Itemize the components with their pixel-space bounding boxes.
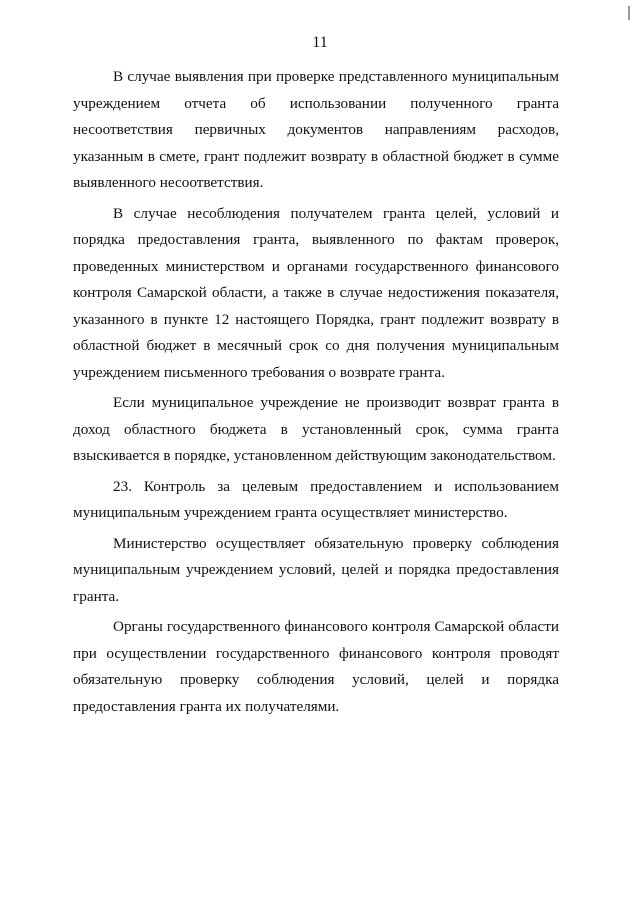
- paragraph-refund-noncompliance: В случае несоблюдения получателем гранта целей, условий и порядка предоставления гранта, выявленного по фактам проверок, проведенных министерством и органами государственного финансового контроля Самарской области, а также в случае недостижения показателя, указанного в пункте 12 настоящего Порядка, грант подлежит возврату в областной бюджет в месячный срок со дня получения муниципальным учреждением письменного требования о возврате гранта.: [73, 204, 559, 381]
- document-body: [73, 64, 559, 724]
- page-number: 11: [312, 34, 328, 51]
- scan-artifact-mark: [628, 6, 630, 20]
- paragraph-ministry-inspection: Министерство осуществляет обязательную проверку соблюдения муниципальным учреждением условий, целей и порядка предоставления гранта.: [73, 534, 559, 605]
- paragraph-control-ministry: 23. Контроль за целевым предоставлением и использованием муниципальным учреждением гранта осуществляет министерство.: [73, 477, 559, 521]
- paragraph-refund-discrepancy: В случае выявления при проверке представленного муниципальным учреждением отчета об использовании полученного гранта несоответствия первичных документов направлениям расходов, указанным в смете, грант подлежит возврату в областной бюджет в сумме выявленного несоответствия.: [73, 68, 559, 191]
- paragraph-financial-control-bodies: Органы государственного финансового контроля Самарской области при осуществлении государственного финансового контроля проводят обязательную проверку соблюдения условий, целей и порядка предоставления гранта их получателями.: [73, 618, 559, 715]
- paragraph-recovery: Если муниципальное учреждение не производит возврат гранта в доход областного бюджета в установленный срок, сумма гранта взыскивается в порядке, установленном действующим законодательством.: [73, 394, 559, 464]
